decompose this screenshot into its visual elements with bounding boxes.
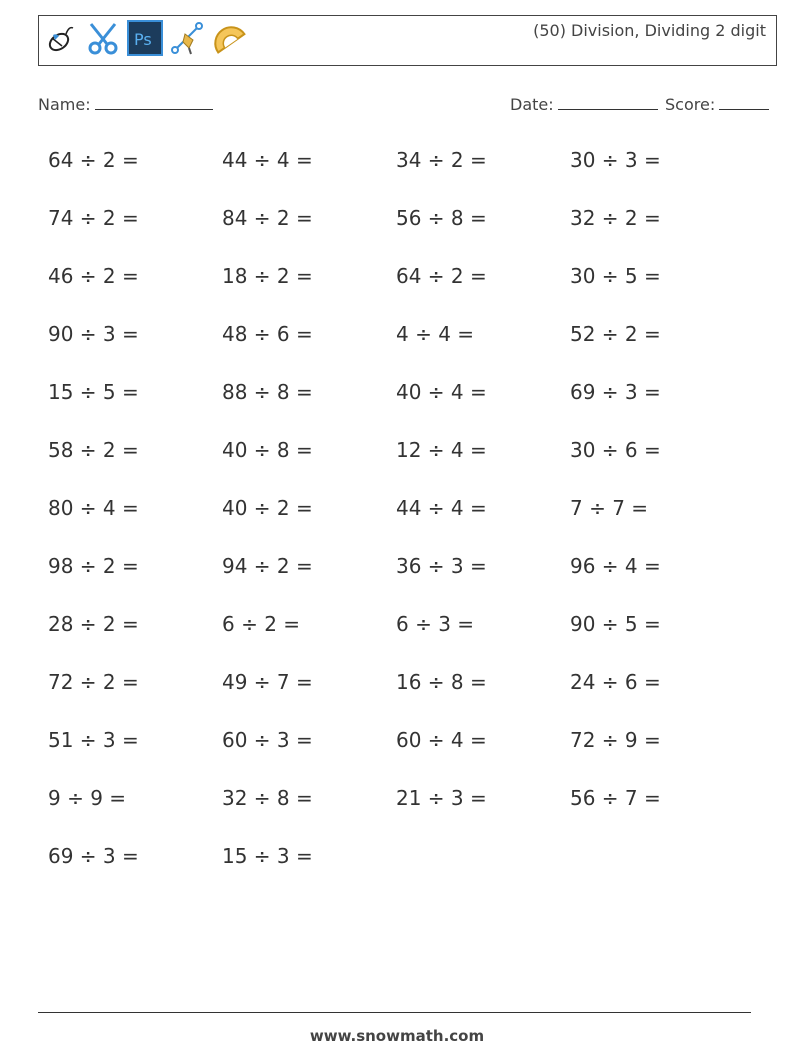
division-problem: 49 ÷ 7 = xyxy=(222,670,313,694)
division-problem: 15 ÷ 3 = xyxy=(222,844,313,868)
footer-divider xyxy=(38,1012,751,1013)
division-problem: 48 ÷ 6 = xyxy=(222,322,313,346)
problem-grid xyxy=(48,148,748,902)
problem-row xyxy=(48,206,748,264)
division-problem: 52 ÷ 2 = xyxy=(570,322,661,346)
division-problem: 4 ÷ 4 = xyxy=(396,322,475,346)
division-problem: 72 ÷ 2 = xyxy=(48,670,139,694)
problem-row xyxy=(48,786,748,844)
division-problem: 72 ÷ 9 = xyxy=(570,728,661,752)
division-problem: 80 ÷ 4 = xyxy=(48,496,139,520)
date-field xyxy=(510,93,658,114)
problem-row xyxy=(48,496,748,554)
division-problem: 21 ÷ 3 = xyxy=(396,786,487,810)
division-problem: 96 ÷ 4 = xyxy=(570,554,661,578)
division-problem: 69 ÷ 3 = xyxy=(570,380,661,404)
division-problem: 64 ÷ 2 = xyxy=(396,264,487,288)
division-problem: 18 ÷ 2 = xyxy=(222,264,313,288)
worksheet-title: (50) Division, Dividing 2 digit xyxy=(533,21,766,40)
division-problem: 94 ÷ 2 = xyxy=(222,554,313,578)
division-problem: 56 ÷ 8 = xyxy=(396,206,487,230)
division-problem: 60 ÷ 4 = xyxy=(396,728,487,752)
name-label: Name: xyxy=(38,95,91,114)
division-problem: 30 ÷ 5 = xyxy=(570,264,661,288)
problem-row xyxy=(48,670,748,728)
division-problem: 44 ÷ 4 = xyxy=(222,148,313,172)
division-problem: 90 ÷ 5 = xyxy=(570,612,661,636)
division-problem: 51 ÷ 3 = xyxy=(48,728,139,752)
score-blank xyxy=(719,93,769,110)
score-label: Score: xyxy=(665,95,716,114)
problem-row xyxy=(48,728,748,786)
division-problem: 7 ÷ 7 = xyxy=(570,496,649,520)
footer-url: www.snowmath.com xyxy=(309,1027,485,1045)
division-problem: 90 ÷ 3 = xyxy=(48,322,139,346)
division-problem: 16 ÷ 8 = xyxy=(396,670,487,694)
worksheet-header xyxy=(38,15,777,66)
division-problem: 69 ÷ 3 = xyxy=(48,844,139,868)
division-problem: 46 ÷ 2 = xyxy=(48,264,139,288)
problem-row xyxy=(48,380,748,438)
problem-row xyxy=(48,148,748,206)
division-problem: 84 ÷ 2 = xyxy=(222,206,313,230)
division-problem: 74 ÷ 2 = xyxy=(48,206,139,230)
division-problem xyxy=(396,844,570,902)
problem-row xyxy=(48,322,748,380)
division-problem: 30 ÷ 3 = xyxy=(570,148,661,172)
division-problem xyxy=(570,844,744,902)
problem-row xyxy=(48,264,748,322)
division-problem: 56 ÷ 7 = xyxy=(570,786,661,810)
division-problem: 58 ÷ 2 = xyxy=(48,438,139,462)
division-problem: 34 ÷ 2 = xyxy=(396,148,487,172)
mouse-icon xyxy=(43,20,79,56)
division-problem: 98 ÷ 2 = xyxy=(48,554,139,578)
division-problem: 32 ÷ 8 = xyxy=(222,786,313,810)
icon-strip xyxy=(43,20,247,56)
division-problem: 40 ÷ 2 = xyxy=(222,496,313,520)
pen-icon xyxy=(169,20,205,56)
name-field xyxy=(38,93,213,114)
division-problem: 40 ÷ 4 = xyxy=(396,380,487,404)
name-blank xyxy=(95,93,213,110)
division-problem: 64 ÷ 2 = xyxy=(48,148,139,172)
division-problem: 60 ÷ 3 = xyxy=(222,728,313,752)
division-problem: 28 ÷ 2 = xyxy=(48,612,139,636)
photoshop-label: Ps xyxy=(134,30,152,49)
score-field xyxy=(665,93,769,114)
problem-row xyxy=(48,844,748,902)
division-problem: 12 ÷ 4 = xyxy=(396,438,487,462)
division-problem: 32 ÷ 2 = xyxy=(570,206,661,230)
photoshop-icon xyxy=(127,20,163,56)
problem-row xyxy=(48,612,748,670)
protractor-icon xyxy=(211,20,247,56)
date-blank xyxy=(558,93,658,110)
division-problem: 40 ÷ 8 = xyxy=(222,438,313,462)
division-problem: 30 ÷ 6 = xyxy=(570,438,661,462)
division-problem: 88 ÷ 8 = xyxy=(222,380,313,404)
date-label: Date: xyxy=(510,95,554,114)
problem-row xyxy=(48,438,748,496)
division-problem: 6 ÷ 3 = xyxy=(396,612,475,636)
division-problem: 44 ÷ 4 = xyxy=(396,496,487,520)
division-problem: 36 ÷ 3 = xyxy=(396,554,487,578)
problem-row xyxy=(48,554,748,612)
division-problem: 15 ÷ 5 = xyxy=(48,380,139,404)
scissors-icon xyxy=(85,20,121,56)
division-problem: 6 ÷ 2 = xyxy=(222,612,301,636)
division-problem: 9 ÷ 9 = xyxy=(48,786,127,810)
division-problem: 24 ÷ 6 = xyxy=(570,670,661,694)
